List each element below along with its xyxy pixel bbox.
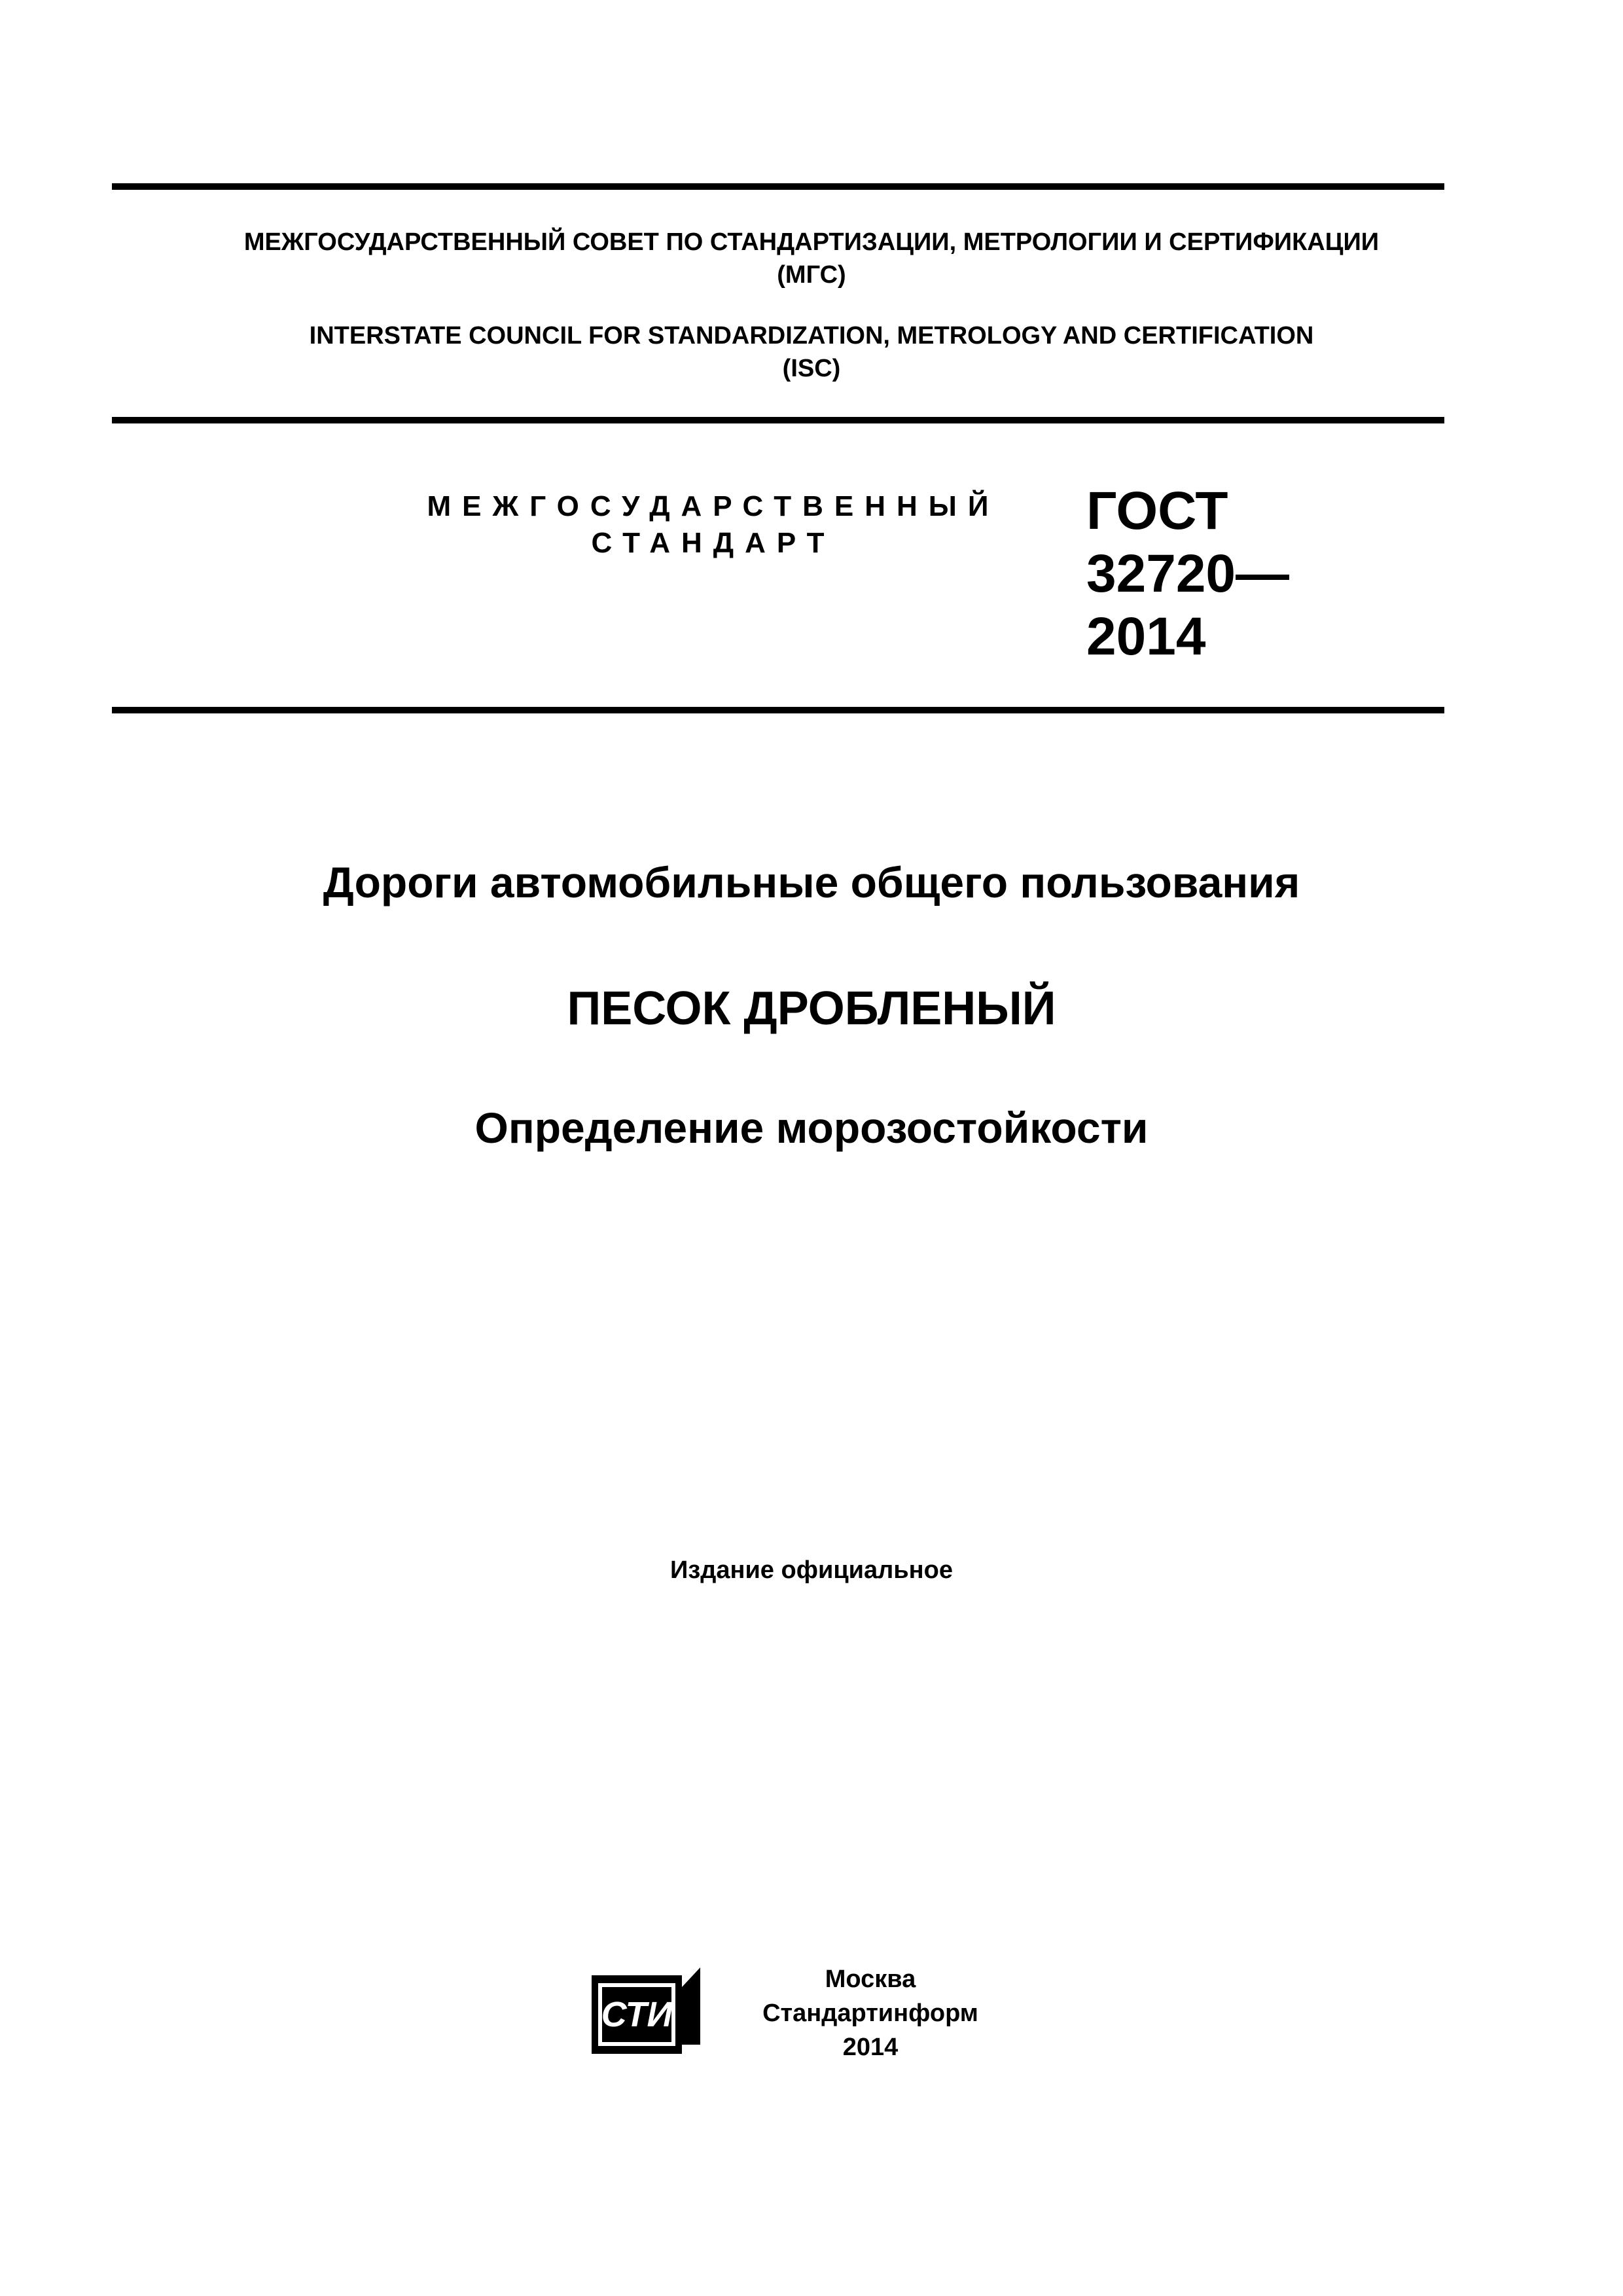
standard-label-line2: СТАНДАРТ [591, 527, 836, 559]
council-ru-name: МЕЖГОСУДАРСТВЕННЫЙ СОВЕТ ПО СТАНДАРТИЗАЦИИ, МЕТРОЛОГИИ И СЕРТИФИКАЦИИ [243, 228, 1380, 256]
title-line2: ПЕСОК ДРОБЛЕНЫЙ [567, 982, 1056, 1035]
council-ru-abbr: (МГС) [777, 261, 846, 289]
gost-year: 2014 [1086, 607, 1206, 666]
publisher-city: Москва [825, 1965, 916, 1993]
title-line3: Определение морозостойкости [474, 1103, 1149, 1152]
publisher-year: 2014 [842, 2034, 899, 2061]
standard-bottom-rule [112, 707, 1444, 713]
gost-label: ГОСТ [1086, 481, 1228, 541]
edition-label: Издание официальное [670, 1556, 953, 1584]
title-line1: Дороги автомобильные общего пользования [323, 858, 1300, 906]
top-rule [112, 183, 1444, 190]
logo-text: СТИ [601, 1995, 673, 2034]
publisher-name: Стандартинформ [762, 2000, 978, 2027]
standard-label-line1: МЕЖГОСУДАРСТВЕННЫЙ [427, 490, 1000, 522]
council-en-abbr: (ISC) [782, 355, 841, 382]
council-en [0, 319, 1623, 385]
standartinform-logo-icon [590, 1964, 702, 2055]
council-ru [0, 226, 1623, 291]
publisher-block [726, 1962, 1014, 2064]
council-en-name: INTERSTATE COUNCIL FOR STANDARDIZATION, METROLOGY AND CERTIFICATION [309, 322, 1314, 350]
gost-designation [1086, 480, 1289, 668]
header-bottom-rule [112, 417, 1444, 423]
standard-label [419, 488, 1008, 562]
gost-number: 32720— [1086, 544, 1290, 603]
